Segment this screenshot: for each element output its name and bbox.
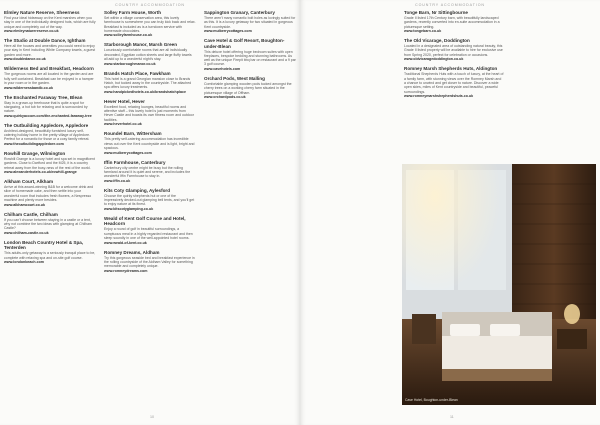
listing-entry	[4, 240, 96, 265]
listing-description: Stay in a grown-up treehouse that is quite a spot for stargazing, a hot tub for relaxing and is surrounded by nature.	[4, 100, 88, 114]
listing-description: Traditional Shepherds Huts with a touch of luxury, at the heart of a family farm, with stunning views over the Romney Marsh and a chance to unwind and get closer to nature. Discover a wide open skies, miles of Kent countryside and beautiful, peaceful surroundings.	[404, 72, 504, 94]
column-4	[404, 10, 504, 103]
page-number: 11	[450, 415, 454, 419]
listing-url[interactable]: www.cavehotels.com	[204, 67, 241, 72]
listing-title: Romney Marsh Shepherds Huts, Aldington	[404, 66, 498, 72]
right-page	[300, 0, 600, 425]
listing-title: Kits Coty Glamping, Aylesford	[104, 187, 171, 193]
listing-url[interactable]: www.mulberrycottages.com	[204, 29, 252, 34]
listing-entry	[4, 179, 96, 207]
listing-url[interactable]: www.oldvicaragedoddington.co.uk	[404, 57, 464, 62]
listing-url[interactable]: www.alexanderhotels.co.uk/rowhill-grange	[4, 170, 77, 175]
listing-entry	[4, 151, 96, 175]
listing-description: Choose the quirky shepherds hut or one of the impressively decked-out glamping bell tents, and you'll get to enjoy nature at its finest.	[104, 193, 195, 207]
photo-caption: Cave Hotel, Boughton-under-Blean	[405, 398, 458, 402]
page-number: 10	[150, 415, 154, 419]
listing-description: Find your ideal hideaway on the Kent marshes when you stay in one of the individually designed huts, which are fully unique and completely out of the way.	[4, 16, 96, 29]
column-3	[204, 10, 296, 104]
running-head: COUNTRY ACCOMMODATION	[415, 3, 485, 7]
listing-entry	[104, 216, 196, 245]
listing-entry	[104, 188, 196, 212]
listing-title: Iffin Farmhouse, Canterbury	[104, 159, 166, 165]
listing-entry	[104, 10, 196, 38]
listing-entry	[4, 95, 96, 119]
listing-url[interactable]: www.kitscotyglamping.co.uk	[104, 206, 154, 211]
listing-entry	[104, 71, 196, 95]
listing-description: Arrive at this award-winning B&B for a welcome drink and slice of homemade cake, and then settle into your wonderful room that includes fresh flowers, a Nespresso machine and plenty more besides.	[4, 185, 94, 203]
listing-url[interactable]: www.iffin.co.uk	[104, 178, 131, 183]
listing-title: Hever Hotel, Hever	[104, 98, 145, 104]
listing-title: Romney Dreams, Aldham	[104, 249, 160, 255]
listing-url[interactable]: www.starboroughmanor.co.uk	[104, 61, 156, 66]
listing-title: Solley Farm House, Worth	[104, 10, 162, 15]
listing-description: This pretty self-catering accommodation has incredible views out over the Kent countryside and is light, bright and spacious.	[104, 137, 195, 150]
listing-description: This hotel is a grand Georgian mansion close to Brands Hatch, but tucked away in the countryside. The attached spa offers luxury treatments.	[104, 76, 192, 90]
listing-url[interactable]: www.heverhotel.co.uk	[104, 122, 142, 127]
listing-title: The Old Vicarage, Doddington	[404, 38, 470, 44]
listing-description: Architect-designed, beautifully furnished luxury self-catering holiday home in the pretty village of Appledore. Perfect for a romantic for those or a cosy family retreat.	[4, 128, 90, 142]
listing-description: Canterbury city centre might be busy but the rolling farmland around it is quiet and serene, and includes the wonderful Iffin Farmhouse to stay in.	[104, 165, 191, 179]
listing-entry	[404, 10, 504, 34]
listing-url[interactable]: www.elmleynaturereserve.co.uk	[4, 29, 59, 34]
listing-entry	[4, 38, 96, 62]
listing-description: Try this gorgeous seaside bed and breakfast experience in the rolling countryside of the Aldham Valley for something memorable and completely unique.	[104, 255, 195, 269]
listing-title: The Studio at Double Dance, Ightham	[4, 38, 86, 44]
listing-description: Located in a designated area of outstanding natural beauty, this Grade II listed property will be available to hire for exclusive use from Spring 2020, perfect for celebration or occasions.	[404, 44, 503, 57]
listing-entry	[104, 131, 196, 155]
listing-description: There aren't many romantic bolt holes as lovingly suited for as this. It is a luxury getaway for two situated in gorgeous Kent countryside.	[204, 16, 296, 29]
listing-description: Excellent food, relaxing lounges, beautiful rooms and attentive staff – this lovely hotel is just moments from Hever Castle and boasts its own fitness room and outdoor facilities.	[104, 104, 194, 122]
listing-entry	[104, 250, 196, 274]
listing-entry	[404, 66, 504, 98]
listing-entry	[104, 42, 196, 66]
listing-url[interactable]: www.theoutbuildingappledore.com	[4, 141, 64, 146]
listing-title: Elmley Nature Reserve, Sheerness	[4, 10, 80, 15]
listing-title: Brands Hatch Place, Fawkham	[104, 70, 171, 76]
listing-title: Roundel Barn, Wittersham	[104, 131, 162, 137]
listing-title: Starborough Manor, Marsh Green	[104, 42, 177, 48]
listing-title: The Enchanted Faraway Tree, Blean	[4, 94, 83, 100]
listing-url[interactable]: www.romneymarshshepherdshuts.co.uk	[404, 94, 474, 99]
listing-url[interactable]: www.quirkyaccom.com/the-enchanted-faraway-tree	[4, 113, 92, 118]
listing-title: Cave Hotel & Golf Resort, Boughton-under-Blean	[204, 38, 285, 49]
listing-url[interactable]: www.mulberrycottages.com	[104, 150, 152, 155]
column-2	[104, 10, 196, 278]
listing-title: Weald of Kent Golf Course and Hotel, Headcorn	[104, 215, 186, 227]
listing-url[interactable]: www.solleyfarmhouse.co.uk	[104, 33, 153, 38]
listing-title: Rowhill Grange, Wilmington	[4, 150, 66, 156]
listing-title: Tonge Barn, Nr Sittingbourne	[404, 10, 468, 15]
listing-title: Wilderness Bed and Breakfast, Headcorn	[4, 66, 94, 72]
listing-entry	[404, 38, 504, 62]
listing-description: Comfortable glamping wooden pods tucked amongst the cherry trees on a working cherry farm situated in the picturesque village of Offham.	[204, 82, 292, 95]
listing-entry	[204, 76, 296, 100]
column-1	[4, 10, 96, 269]
listing-url[interactable]: www.handpickedhotels.co.uk/brandshatchplace	[104, 89, 186, 94]
listing-entry	[104, 99, 196, 127]
listing-description: Here all the houses and amenities you could need to enjoy your stay in Kent including White Company towels, a guest garden and more.	[4, 44, 96, 57]
listing-description: The gorgeous rooms are all located in the garden and are fully self contained. Breakfast can be enjoyed in a hamper in your room or in the garden.	[4, 72, 94, 85]
running-head: COUNTRY ACCOMMODATION	[115, 3, 185, 7]
listing-description: Grade II listed 17th Century barn, with beautifully landscaped gardens, recently converted into en-suite accommodation in a picturesque setting.	[404, 16, 500, 29]
listing-entry	[204, 38, 296, 71]
listing-entry	[204, 10, 296, 34]
listing-entry	[4, 10, 96, 34]
listing-title: Chilham Castle, Chilham	[4, 211, 58, 217]
listing-title: Sappington Granary, Canterbury	[204, 10, 275, 15]
listing-description: This adults-only getaway is a seriously tranquil place to be, complete with relaxing spa and on-site golf course.	[4, 251, 96, 260]
listing-url[interactable]: www.wildernessbandb.co.uk	[4, 85, 53, 90]
listing-url[interactable]: www.romneydreams.com	[104, 268, 148, 273]
listing-title: The Outbuilding Appledore, Appledore	[4, 122, 89, 128]
listing-entry	[104, 160, 196, 184]
listing-description: If you can't choose between staying in a castle or a tent, why not combine the two ideas with glamping at Chilham Castle?	[4, 217, 92, 231]
listing-title: Alkham Court, Alkham	[4, 179, 54, 185]
listing-entry	[4, 123, 96, 147]
listing-url[interactable]: www.weald-of-kent.co.uk	[104, 240, 147, 245]
listing-description: Set within a village conservation area, this lovely farmhouse is somewhere you can truly kick back and relax. Breakfast is included as is a turndown service with homemade chocolates.	[104, 16, 196, 33]
listing-title: London Beach Country Hotel & Spa, Tenterden	[4, 239, 84, 251]
listing-url[interactable]: www.tongebarn.co.uk	[404, 29, 442, 34]
listing-url[interactable]: www.doubledance.co.uk	[4, 57, 46, 62]
listing-description: Rowhill Grange is a luxury hotel and spa set in magnificent gardens. Close to Dartford and the M25, it is a country retreat away from the busy-ness of the rest of the world.	[4, 156, 95, 170]
listing-description: Enjoy a round of golf in beautiful surroundings, a sumptuous meal in a highly regarded restaurant and then sleep soundly in one of the well-appointed hotel rooms.	[104, 227, 193, 240]
listing-description: Luxuriously comfortable rooms that are all individually decorated, Egyptian cotton sheets and large fluffy towels all add up to a wonderful night's stay.	[104, 48, 192, 62]
listing-url[interactable]: www.chilham-castle.co.uk	[4, 230, 49, 235]
listing-url[interactable]: www.orchardpods.co.uk	[204, 95, 246, 100]
listing-entry	[4, 66, 96, 90]
listing-url[interactable]: www.alkhamcourt.co.uk	[4, 202, 46, 207]
listing-title: Orchard Pods, West Malling	[204, 76, 265, 82]
listing-entry	[4, 212, 96, 236]
hotel-room-photo	[402, 164, 596, 405]
listing-url[interactable]: www.londonbeach.com	[4, 260, 44, 265]
listing-description: This deluxe hotel offering huge bedroom suites with open fireplaces, bespoke bedding and stunning bathrooms. As well as the unique Firepit bbq bar on restaurant and a 9 par 3 golf course.	[204, 49, 296, 67]
